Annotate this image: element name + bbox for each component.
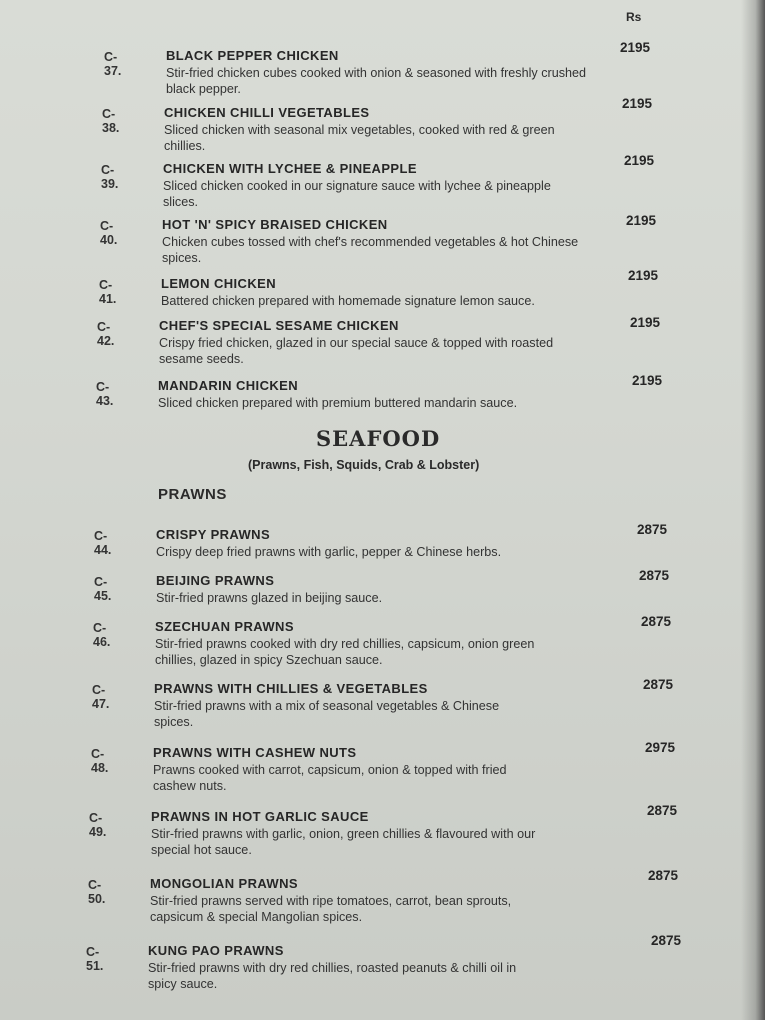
section-subtitle: (Prawns, Fish, Squids, Crab & Lobster) — [248, 458, 480, 472]
item-price: 2195 — [626, 213, 657, 228]
item-price: 2875 — [641, 614, 672, 629]
item-code: C-49. — [89, 811, 107, 839]
item-code: C-50. — [88, 878, 106, 906]
item-price: 2195 — [628, 268, 659, 283]
item-code: C-48. — [91, 747, 109, 775]
item-price: 2975 — [645, 740, 676, 755]
item-code: C-44. — [94, 529, 112, 557]
item-name: BEIJING PRAWNS — [156, 573, 275, 588]
item-code: C-41. — [99, 278, 117, 306]
item-price: 2875 — [643, 677, 674, 692]
item-code: C-45. — [94, 575, 112, 603]
section-title: SEAFOOD — [316, 426, 441, 451]
item-code: C-51. — [86, 945, 104, 973]
currency-label: Rs — [626, 10, 642, 24]
item-name: CHICKEN WITH LYCHEE & PINEAPPLE — [163, 161, 417, 176]
item-description: Stir-fried prawns glazed in beijing sauce. — [156, 591, 383, 605]
item-price: 2875 — [637, 522, 668, 537]
item-price: 2875 — [648, 868, 679, 883]
item-name: KUNG PAO PRAWNS — [148, 943, 284, 958]
page-edge-shadow — [741, 0, 765, 1020]
item-price: 2875 — [647, 803, 678, 818]
item-name: MONGOLIAN PRAWNS — [150, 876, 298, 891]
item-description: Sliced chicken prepared with premium buttered mandarin sauce. — [158, 396, 518, 410]
item-description: Chicken cubes tossed with chef's recommended vegetables & hot Chinese spices. — [162, 235, 579, 265]
item-name: SZECHUAN PRAWNS — [155, 619, 294, 634]
item-description: Prawns cooked with carrot, capsicum, onion & topped with fried cashew nuts. — [153, 763, 507, 793]
item-code: C-37. — [104, 50, 122, 78]
item-name: LEMON CHICKEN — [161, 276, 276, 291]
item-description: Crispy deep fried prawns with garlic, pepper & Chinese herbs. — [156, 545, 502, 559]
item-name: CRISPY PRAWNS — [156, 527, 271, 542]
item-price: 2195 — [622, 96, 653, 111]
item-code: C-47. — [92, 683, 110, 711]
item-description: Battered chicken prepared with homemade signature lemon sauce. — [161, 294, 535, 308]
sub-heading: PRAWNS — [158, 486, 227, 503]
item-name: MANDARIN CHICKEN — [158, 378, 299, 393]
item-code: C-46. — [93, 621, 111, 649]
item-price: 2875 — [639, 568, 670, 583]
item-price: 2195 — [632, 373, 663, 388]
item-name: PRAWNS WITH CHILLIES & VEGETABLES — [154, 681, 428, 696]
item-description: Stir-fried chicken cubes cooked with onion & seasoned with freshly crushed black pepper. — [166, 66, 587, 96]
item-description: Stir-fried prawns with a mix of seasonal vegetables & Chinese spices. — [154, 699, 500, 729]
item-code: C-42. — [97, 320, 115, 348]
item-name: BLACK PEPPER CHICKEN — [166, 48, 339, 63]
item-description: Stir-fried prawns cooked with dry red chillies, capsicum, onion green chillies, glazed in spicy Szechuan sauce. — [155, 637, 535, 667]
item-price: 2195 — [620, 40, 651, 55]
item-description: Stir-fried prawns with garlic, onion, green chillies & flavoured with our special hot sauce. — [151, 827, 536, 857]
item-name: PRAWNS IN HOT GARLIC SAUCE — [151, 809, 369, 824]
item-code: C-43. — [96, 380, 114, 408]
item-description: Stir-fried prawns with dry red chillies, roasted peanuts & chilli oil in spicy sauce. — [148, 961, 517, 991]
item-name: CHICKEN CHILLI VEGETABLES — [164, 105, 370, 120]
item-code: C-39. — [101, 163, 119, 191]
item-name: PRAWNS WITH CASHEW NUTS — [153, 745, 357, 760]
item-name: HOT 'N' SPICY BRAISED CHICKEN — [162, 217, 388, 232]
item-description: Crispy fried chicken, glazed in our special sauce & topped with roasted sesame seeds. — [159, 336, 554, 366]
item-description: Sliced chicken with seasonal mix vegetables, cooked with red & green chillies. — [164, 123, 555, 153]
item-code: C-40. — [100, 219, 118, 247]
item-description: Sliced chicken cooked in our signature sauce with lychee & pineapple slices. — [163, 179, 551, 209]
item-price: 2875 — [651, 933, 682, 948]
item-name: CHEF'S SPECIAL SESAME CHICKEN — [159, 318, 399, 333]
item-price: 2195 — [624, 153, 655, 168]
item-code: C-38. — [102, 107, 120, 135]
item-price: 2195 — [630, 315, 661, 330]
item-description: Stir-fried prawns served with ripe tomatoes, carrot, bean sprouts, capsicum & special Mangolian spices. — [150, 894, 512, 924]
